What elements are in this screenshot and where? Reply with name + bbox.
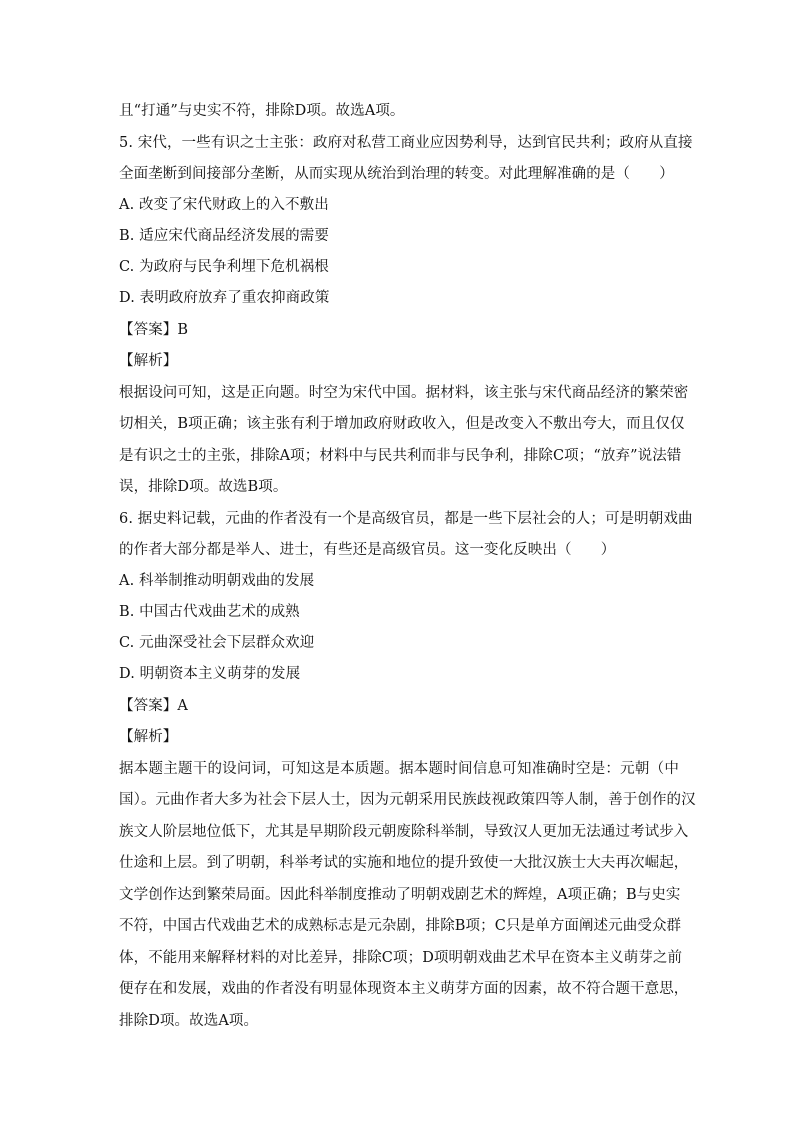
analysis-text: 据本题主题干的设问词，可知这是本质题。据本题时间信息可知准确时空是：元朝（中 [119, 761, 679, 777]
analysis-text: 国）。元曲作者大多为社会下层人士，因为元朝采用民族歧视政策四等人制，善于创作的汉 [119, 792, 696, 808]
analysis-text: 仕途和上层。到了明朝，科举考试的实施和地位的提升致使一大批汉族士大夫再次崛起， [119, 855, 689, 871]
question-6-option-b: B. 中国古代戏曲艺术的成熟 [119, 604, 300, 620]
analysis-text: 排除D项。故选A项。 [119, 1013, 259, 1029]
question-6-stem: 6. 据史料记载，元曲的作者没有一个是高级官员，都是一些下层社会的人；可是明朝戏曲 [119, 511, 693, 527]
analysis-text: 根据设问可知，这是正向题。时空为宋代中国。据材料，该主张与宋代商品经济的繁荣密 [119, 385, 689, 401]
question-5-option-a: A. 改变了宋代财政上的入不敷出 [119, 197, 329, 213]
analysis-text: 切相关，B项正确；该主张有利于增加政府财政收入，但是改变入不敷出夸大，而且仅仅 [119, 416, 685, 432]
analysis-text: 体，不能用来解释材料的对比差异，排除C项；D项明朝戏曲艺术早在资本主义萌芽之前 [119, 950, 683, 966]
analysis-label: 【解析】 [119, 729, 178, 745]
question-6-option-c: C. 元曲深受社会下层群众欢迎 [119, 635, 315, 651]
question-6-option-a: A. 科举制推动明朝戏曲的发展 [119, 573, 315, 589]
answer-label: 【答案】B [119, 322, 189, 338]
analysis-text: 不符，中国古代戏曲艺术的成熟标志是元杂剧，排除B项；C只是单方面阐述元曲受众群 [119, 918, 682, 934]
question-5-stem: 5. 宋代，一些有识之士主张：政府对私营工商业应因势利导，达到官民共利；政府从直接 [119, 135, 693, 151]
question-5-option-d: D. 表明政府放弃了重农抑商政策 [119, 290, 330, 306]
analysis-label: 【解析】 [119, 353, 178, 369]
analysis-text: 是有识之士的主张，排除A项；材料中与民共利而非与民争利，排除C项；“放弃”说法错 [119, 448, 682, 464]
question-6-option-d: D. 明朝资本主义萌芽的发展 [119, 666, 301, 682]
analysis-text: 误，排除D项。故选B项。 [119, 479, 288, 495]
analysis-text: 便存在和发展，戏曲的作者没有明显体现资本主义萌芽方面的因素，故不符合题干意思， [119, 981, 689, 997]
analysis-text: 族文人阶层地位低下，尤其是早期阶段元朝废除科举制，导致汉人更加无法通过考试步入 [119, 824, 689, 840]
question-5-option-c: C. 为政府与民争利埋下危机祸根 [119, 259, 329, 275]
answer-label: 【答案】A [119, 698, 188, 714]
question-5-stem: 全面垄断到间接部分垄断，从而实现从统治到治理的转变。对此理解准确的是（ ） [119, 166, 674, 182]
question-5-option-b: B. 适应宋代商品经济发展的需要 [119, 228, 329, 244]
analysis-text: 文学创作达到繁荣局面。因此科举制度推动了明朝戏剧艺术的辉煌，A项正确；B与史实 [119, 887, 681, 903]
text-line: 且“打通”与史实不符，排除D项。故选A项。 [119, 103, 405, 119]
question-6-stem: 的作者大部分都是举人、进士，有些还是高级官员。这一变化反映出（ ） [119, 542, 616, 558]
